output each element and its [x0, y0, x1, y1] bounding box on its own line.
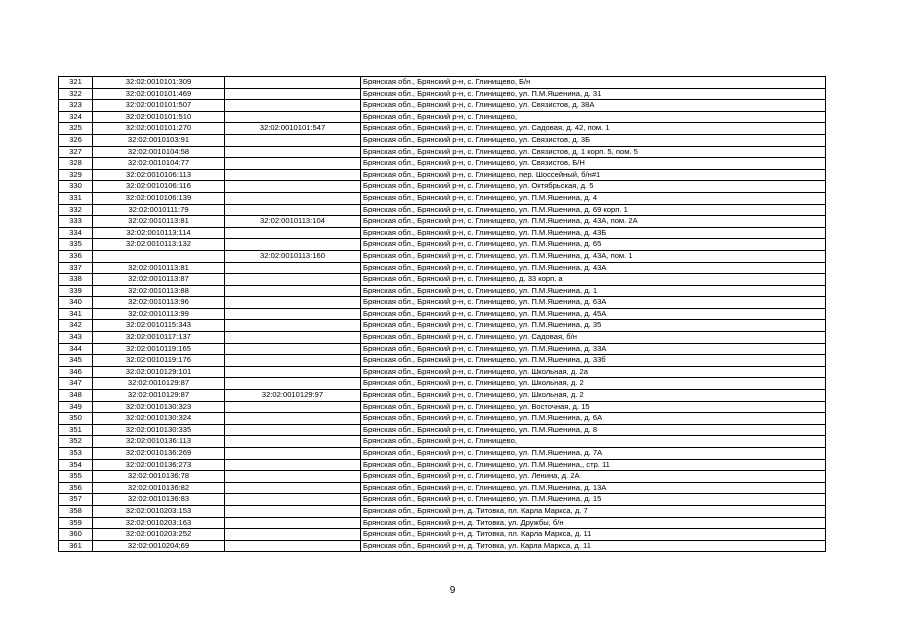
parent-cadastral-number	[225, 239, 361, 251]
table-row	[59, 181, 826, 193]
row-number: 341	[59, 308, 93, 320]
parent-cadastral-number	[225, 413, 361, 425]
address: Брянская обл., Брянский р-н, с. Глинищево, ул. П.М.Яшенина, д. 43А, пом. 1	[361, 250, 826, 262]
cadastral-number	[93, 250, 225, 262]
parent-cadastral-number	[225, 448, 361, 460]
parent-cadastral-number	[225, 204, 361, 216]
row-number: 347	[59, 378, 93, 390]
address: Брянская обл., Брянский р-н, с. Глинищево, ул. Восточная, д. 15	[361, 401, 826, 413]
parent-cadastral-number	[225, 424, 361, 436]
cadastral-number: 32:02:0010203:252	[93, 529, 225, 541]
cadastral-number: 32:02:0010106:139	[93, 192, 225, 204]
row-number: 324	[59, 111, 93, 123]
table-row	[59, 471, 826, 483]
address: Брянская обл., Брянский р-н, д. Титовка, ул. Дружбы, б/н	[361, 517, 826, 529]
address: Брянская обл., Брянский р-н, с. Глинищево, ул. П.М.Яшенина, д. 4	[361, 192, 826, 204]
cadastral-number: 32:02:0010113:132	[93, 239, 225, 251]
cadastral-number: 32:02:0010129:87	[93, 378, 225, 390]
cadastral-number: 32:02:0010204:69	[93, 540, 225, 552]
cadastral-number: 32:02:0010106:113	[93, 169, 225, 181]
table-row	[59, 448, 826, 460]
parent-cadastral-number	[225, 285, 361, 297]
parent-cadastral-number	[225, 355, 361, 367]
parent-cadastral-number	[225, 146, 361, 158]
parent-cadastral-number	[225, 529, 361, 541]
address: Брянская обл., Брянский р-н, с. Глинищево, ул. Школьная, д. 2	[361, 390, 826, 402]
table-row	[59, 424, 826, 436]
row-number: 360	[59, 529, 93, 541]
row-number: 345	[59, 355, 93, 367]
cadastral-number: 32:02:0010129:87	[93, 390, 225, 402]
cadastral-number: 32:02:0010101:507	[93, 100, 225, 112]
row-number: 335	[59, 239, 93, 251]
row-number: 359	[59, 517, 93, 529]
address: Брянская обл., Брянский р-н, с. Глинищево, ул. Ленина, д. 2А	[361, 471, 826, 483]
table-body	[59, 77, 826, 552]
parent-cadastral-number	[225, 471, 361, 483]
address: Брянская обл., Брянский р-н, с. Глинищево, ул. П.М.Яшенина, д. 1	[361, 285, 826, 297]
row-number: 355	[59, 471, 93, 483]
row-number: 343	[59, 332, 93, 344]
table-row	[59, 134, 826, 146]
address: Брянская обл., Брянский р-н, с. Глинищево, ул. Школьная, д. 2	[361, 378, 826, 390]
table-row	[59, 505, 826, 517]
table-row	[59, 146, 826, 158]
address: Брянская обл., Брянский р-н, д. Титовка, ул. Карла Маркса, д. 11	[361, 540, 826, 552]
cadastral-number: 32:02:0010101:510	[93, 111, 225, 123]
table-row	[59, 459, 826, 471]
cadastral-number: 32:02:0010101:270	[93, 123, 225, 135]
address: Брянская обл., Брянский р-н, с. Глинищево, ул. П.М.Яшенина, д. 31	[361, 88, 826, 100]
parent-cadastral-number	[225, 262, 361, 274]
table-row	[59, 274, 826, 286]
parent-cadastral-number	[225, 436, 361, 448]
table-row	[59, 517, 826, 529]
table-row	[59, 239, 826, 251]
address: Брянская обл., Брянский р-н, с. Глинищево, ул. П.М.Яшенина, д. 43А	[361, 262, 826, 274]
row-number: 358	[59, 505, 93, 517]
row-number: 349	[59, 401, 93, 413]
cadastral-number: 32:02:0010136:78	[93, 471, 225, 483]
table-row	[59, 308, 826, 320]
cadastral-number: 32:02:0010203:163	[93, 517, 225, 529]
cadastral-number: 32:02:0010113:88	[93, 285, 225, 297]
address: Брянская обл., Брянский р-н, с. Глинищево, ул. Школьная, д. 2а	[361, 366, 826, 378]
row-number: 329	[59, 169, 93, 181]
cadastral-number: 32:02:0010113:87	[93, 274, 225, 286]
address: Брянская обл., Брянский р-н, с. Глинищево, ул. П.М.Яшенина, д. 33А	[361, 343, 826, 355]
cadastral-number: 32:02:0010104:77	[93, 158, 225, 170]
table-row	[59, 111, 826, 123]
row-number: 356	[59, 482, 93, 494]
parent-cadastral-number: 32:02:0010113:160	[225, 250, 361, 262]
cadastral-number: 32:02:0010119:176	[93, 355, 225, 367]
address: Брянская обл., Брянский р-н, с. Глинищево, ул. П.М.Яшенина, д. 69 корп. 1	[361, 204, 826, 216]
cadastral-number: 32:02:0010129:101	[93, 366, 225, 378]
cadastral-number: 32:02:0010130:335	[93, 424, 225, 436]
row-number: 344	[59, 343, 93, 355]
cadastral-number: 32:02:0010113:81	[93, 262, 225, 274]
table-row	[59, 158, 826, 170]
row-number: 337	[59, 262, 93, 274]
table-row	[59, 413, 826, 425]
address: Брянская обл., Брянский р-н, с. Глинищево, ул. Связистов, д. 3Б	[361, 134, 826, 146]
cadastral-number: 32:02:0010117:137	[93, 332, 225, 344]
table-row	[59, 169, 826, 181]
row-number: 340	[59, 297, 93, 309]
address: Брянская обл., Брянский р-н, с. Глинищево, ул. П.М.Яшенина, д. 43Б	[361, 227, 826, 239]
table-row	[59, 390, 826, 402]
cadastral-number: 32:02:0010136:269	[93, 448, 225, 460]
address: Брянская обл., Брянский р-н, с. Глинищево, Б/н	[361, 77, 826, 89]
table-row	[59, 204, 826, 216]
row-number: 339	[59, 285, 93, 297]
row-number: 332	[59, 204, 93, 216]
table-row	[59, 320, 826, 332]
table-row	[59, 343, 826, 355]
cadastral-number: 32:02:0010136:273	[93, 459, 225, 471]
table-row	[59, 123, 826, 135]
parent-cadastral-number	[225, 297, 361, 309]
row-number: 322	[59, 88, 93, 100]
cadastral-number: 32:02:0010103:91	[93, 134, 225, 146]
row-number: 336	[59, 250, 93, 262]
cadastral-number: 32:02:0010106:116	[93, 181, 225, 193]
parent-cadastral-number	[225, 343, 361, 355]
cadastral-number: 32:02:0010104:58	[93, 146, 225, 158]
table-row	[59, 250, 826, 262]
parent-cadastral-number	[225, 100, 361, 112]
cadastral-number: 32:02:0010119:165	[93, 343, 225, 355]
address: Брянская обл., Брянский р-н, с. Глинищево, ул. П.М.Яшенина, д. 43А, пом. 2А	[361, 216, 826, 228]
parent-cadastral-number	[225, 181, 361, 193]
table-row	[59, 192, 826, 204]
row-number: 333	[59, 216, 93, 228]
address: Брянская обл., Брянский р-н, с. Глинищево, д. 33 корп. а	[361, 274, 826, 286]
parent-cadastral-number	[225, 111, 361, 123]
address: Брянская обл., Брянский р-н, с. Глинищево, ул. Связистов, д. 38А	[361, 100, 826, 112]
table-row	[59, 262, 826, 274]
parent-cadastral-number	[225, 77, 361, 89]
row-number: 330	[59, 181, 93, 193]
address: Брянская обл., Брянский р-н, с. Глинищево, ул. П.М.Яшенина, д. 45А	[361, 308, 826, 320]
parent-cadastral-number: 32:02:0010129:97	[225, 390, 361, 402]
cadastral-number: 32:02:0010101:309	[93, 77, 225, 89]
table-row	[59, 482, 826, 494]
address: Брянская обл., Брянский р-н, с. Глинищево,	[361, 436, 826, 448]
row-number: 348	[59, 390, 93, 402]
table-row	[59, 529, 826, 541]
cadastral-number: 32:02:0010113:114	[93, 227, 225, 239]
table-row	[59, 285, 826, 297]
row-number: 331	[59, 192, 93, 204]
address: Брянская обл., Брянский р-н, с. Глинищево, ул. П.М.Яшенина, д. 8	[361, 424, 826, 436]
row-number: 323	[59, 100, 93, 112]
address: Брянская обл., Брянский р-н, с. Глинищево, ул. Садовая, д. 42, пом. 1	[361, 123, 826, 135]
row-number: 353	[59, 448, 93, 460]
parent-cadastral-number	[225, 158, 361, 170]
table-row	[59, 540, 826, 552]
parent-cadastral-number	[225, 134, 361, 146]
row-number: 346	[59, 366, 93, 378]
parent-cadastral-number	[225, 332, 361, 344]
cadastral-number: 32:02:0010136:113	[93, 436, 225, 448]
parent-cadastral-number	[225, 517, 361, 529]
address: Брянская обл., Брянский р-н, с. Глинищево, ул. Связистов, Б/Н	[361, 158, 826, 170]
address: Брянская обл., Брянский р-н, с. Глинищево, ул. П.М.Яшенина, д. 33б	[361, 355, 826, 367]
address: Брянская обл., Брянский р-н, с. Глинищево, ул. П.М.Яшенина, д. 6А	[361, 413, 826, 425]
parent-cadastral-number	[225, 169, 361, 181]
address: Брянская обл., Брянский р-н, с. Глинищево, ул. П.М.Яшенина, д. 7А	[361, 448, 826, 460]
address: Брянская обл., Брянский р-н, с. Глинищево, ул. П.М.Яшенина, д. 15	[361, 494, 826, 506]
cadastral-number: 32:02:0010130:324	[93, 413, 225, 425]
table-row	[59, 332, 826, 344]
cadastral-table	[58, 76, 826, 552]
table-row	[59, 227, 826, 239]
table-row	[59, 216, 826, 228]
row-number: 338	[59, 274, 93, 286]
cadastral-number: 32:02:0010203:153	[93, 505, 225, 517]
cadastral-number: 32:02:0010111:79	[93, 204, 225, 216]
cadastral-number: 32:02:0010136:82	[93, 482, 225, 494]
row-number: 334	[59, 227, 93, 239]
parent-cadastral-number	[225, 505, 361, 517]
parent-cadastral-number	[225, 320, 361, 332]
row-number: 342	[59, 320, 93, 332]
page-number: 9	[449, 585, 456, 596]
row-number: 328	[59, 158, 93, 170]
table-row	[59, 401, 826, 413]
parent-cadastral-number	[225, 192, 361, 204]
row-number: 326	[59, 134, 93, 146]
table-row	[59, 297, 826, 309]
row-number: 361	[59, 540, 93, 552]
address: Брянская обл., Брянский р-н, с. Глинищево, ул. П.М.Яшенина,, стр. 11	[361, 459, 826, 471]
parent-cadastral-number	[225, 366, 361, 378]
table-row	[59, 100, 826, 112]
parent-cadastral-number	[225, 459, 361, 471]
cadastral-number: 32:02:0010136:83	[93, 494, 225, 506]
parent-cadastral-number: 32:02:0010113:104	[225, 216, 361, 228]
row-number: 327	[59, 146, 93, 158]
parent-cadastral-number: 32:02:0010101:547	[225, 123, 361, 135]
parent-cadastral-number	[225, 308, 361, 320]
cadastral-number: 32:02:0010115:343	[93, 320, 225, 332]
address: Брянская обл., Брянский р-н, д. Титовка, пл. Карла Маркса, д. 11	[361, 529, 826, 541]
table-row	[59, 88, 826, 100]
row-number: 351	[59, 424, 93, 436]
address: Брянская обл., Брянский р-н, с. Глинищево, ул. П.М.Яшенина, д. 63А	[361, 297, 826, 309]
address: Брянская обл., Брянский р-н, с. Глинищево,	[361, 111, 826, 123]
parent-cadastral-number	[225, 227, 361, 239]
table-row	[59, 77, 826, 89]
address: Брянская обл., Брянский р-н, с. Глинищево, ул. П.М.Яшенина, д. 35	[361, 320, 826, 332]
cadastral-number: 32:02:0010101:469	[93, 88, 225, 100]
address: Брянская обл., Брянский р-н, с. Глинищево, ул. П.М.Яшенина, д. 13А	[361, 482, 826, 494]
parent-cadastral-number	[225, 274, 361, 286]
table-row	[59, 355, 826, 367]
parent-cadastral-number	[225, 378, 361, 390]
address: Брянская обл., Брянский р-н, с. Глинищево, ул. Садовая, б/н	[361, 332, 826, 344]
address: Брянская обл., Брянский р-н, д. Титовка, пл. Карла Маркса, д. 7	[361, 505, 826, 517]
parent-cadastral-number	[225, 494, 361, 506]
table-row	[59, 436, 826, 448]
row-number: 352	[59, 436, 93, 448]
parent-cadastral-number	[225, 88, 361, 100]
row-number: 354	[59, 459, 93, 471]
cadastral-number: 32:02:0010113:99	[93, 308, 225, 320]
table-row	[59, 494, 826, 506]
cadastral-number: 32:02:0010113:81	[93, 216, 225, 228]
address: Брянская обл., Брянский р-н, с. Глинищево, ул. Связистов, д. 1 корп. 5, пом. 5	[361, 146, 826, 158]
address: Брянская обл., Брянский р-н, с. Глинищево, ул. П.М.Яшенина, д. 65	[361, 239, 826, 251]
table-row	[59, 366, 826, 378]
parent-cadastral-number	[225, 401, 361, 413]
cadastral-number: 32:02:0010130:323	[93, 401, 225, 413]
parent-cadastral-number	[225, 540, 361, 552]
row-number: 350	[59, 413, 93, 425]
row-number: 321	[59, 77, 93, 89]
address: Брянская обл., Брянский р-н, с. Глинищево, пер. Шоссейный, б/н#1	[361, 169, 826, 181]
row-number: 357	[59, 494, 93, 506]
cadastral-number: 32:02:0010113:96	[93, 297, 225, 309]
table-row	[59, 378, 826, 390]
parent-cadastral-number	[225, 482, 361, 494]
row-number: 325	[59, 123, 93, 135]
address: Брянская обл., Брянский р-н, с. Глинищево, ул. Октябрьская, д. 5	[361, 181, 826, 193]
